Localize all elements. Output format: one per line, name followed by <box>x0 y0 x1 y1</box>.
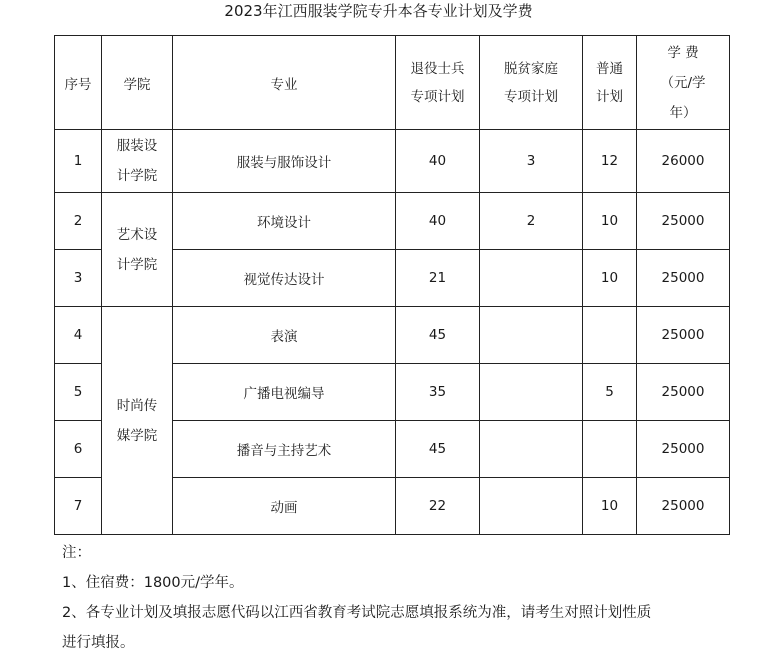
cell-major: 环境设计 <box>173 193 396 250</box>
cell-fee: 26000 <box>637 130 730 193</box>
cell-fee: 25000 <box>637 364 730 421</box>
cell-college <box>102 307 173 535</box>
cell-fee: 25000 <box>637 478 730 535</box>
college-line1: 服装设 <box>116 138 158 154</box>
cell-poor <box>480 421 583 478</box>
cell-veteran: 45 <box>396 421 480 478</box>
note-item: 1、住宿费：1800元/学年。 <box>62 575 244 591</box>
cell-no: 2 <box>55 193 102 250</box>
cell-veteran: 22 <box>396 478 480 535</box>
cell-fee: 25000 <box>637 193 730 250</box>
cell-poor <box>480 364 583 421</box>
cell-major: 服装与服饰设计 <box>173 130 396 193</box>
cell-veteran: 40 <box>396 193 480 250</box>
header-general-line1: 普通 <box>596 60 623 77</box>
cell-general: 10 <box>583 478 637 535</box>
cell-general: 10 <box>583 193 637 250</box>
cell-major: 播音与主持艺术 <box>173 421 396 478</box>
header-veteran-line1: 退役士兵 <box>410 60 465 77</box>
cell-veteran: 45 <box>396 307 480 364</box>
cell-no: 6 <box>55 421 102 478</box>
cell-college <box>102 193 173 307</box>
cell-general <box>583 307 637 364</box>
cell-general <box>583 421 637 478</box>
table-row <box>55 307 730 364</box>
table-header-row <box>55 36 730 130</box>
cell-fee: 25000 <box>637 250 730 307</box>
header-fee <box>637 36 730 130</box>
college-line2: 计学院 <box>116 168 158 184</box>
header-no: 序号 <box>55 36 102 130</box>
header-poor-line2: 专项计划 <box>504 88 558 105</box>
header-fee-line2: （元/学 <box>660 74 706 91</box>
notes-section <box>62 538 732 658</box>
document-title: 2023年江西服装学院专升本各专业计划及学费 <box>224 2 533 20</box>
cell-veteran: 40 <box>396 130 480 193</box>
table-row <box>55 130 730 193</box>
cell-major: 视觉传达设计 <box>173 250 396 307</box>
cell-no: 4 <box>55 307 102 364</box>
cell-veteran: 21 <box>396 250 480 307</box>
plan-table <box>54 35 730 535</box>
college-line1: 艺术设 <box>116 226 158 243</box>
college-line1: 时尚传 <box>116 397 158 414</box>
cell-general: 10 <box>583 250 637 307</box>
note-item-continued: 进行填报。 <box>62 635 135 651</box>
cell-no: 5 <box>55 364 102 421</box>
header-fee-line1: 学 费 <box>667 44 699 61</box>
header-veteran <box>396 36 480 130</box>
header-general <box>583 36 637 130</box>
cell-general: 12 <box>583 130 637 193</box>
cell-poor <box>480 250 583 307</box>
cell-poor: 2 <box>480 193 583 250</box>
cell-college <box>102 130 173 193</box>
cell-fee: 25000 <box>637 307 730 364</box>
note-item: 2、各专业计划及填报志愿代码以江西省教育考试院志愿填报系统为准，请考生对照计划性质 <box>62 605 652 621</box>
college-line2: 媒学院 <box>116 427 158 444</box>
header-fee-line3: 年） <box>669 104 697 121</box>
cell-no: 1 <box>55 130 102 193</box>
cell-no: 3 <box>55 250 102 307</box>
cell-poor: 3 <box>480 130 583 193</box>
cell-major: 动画 <box>173 478 396 535</box>
table-row <box>55 193 730 250</box>
college-line2: 计学院 <box>116 256 158 273</box>
header-major: 专业 <box>173 36 396 130</box>
header-poor <box>480 36 583 130</box>
header-poor-line1: 脱贫家庭 <box>504 60 558 77</box>
header-college: 学院 <box>102 36 173 130</box>
cell-veteran: 35 <box>396 364 480 421</box>
header-veteran-line2: 专项计划 <box>410 88 465 105</box>
cell-general: 5 <box>583 364 637 421</box>
notes-heading: 注： <box>62 545 91 561</box>
cell-major: 表演 <box>173 307 396 364</box>
header-general-line2: 计划 <box>596 88 623 105</box>
cell-poor <box>480 478 583 535</box>
cell-no: 7 <box>55 478 102 535</box>
cell-major: 广播电视编导 <box>173 364 396 421</box>
cell-poor <box>480 307 583 364</box>
cell-fee: 25000 <box>637 421 730 478</box>
